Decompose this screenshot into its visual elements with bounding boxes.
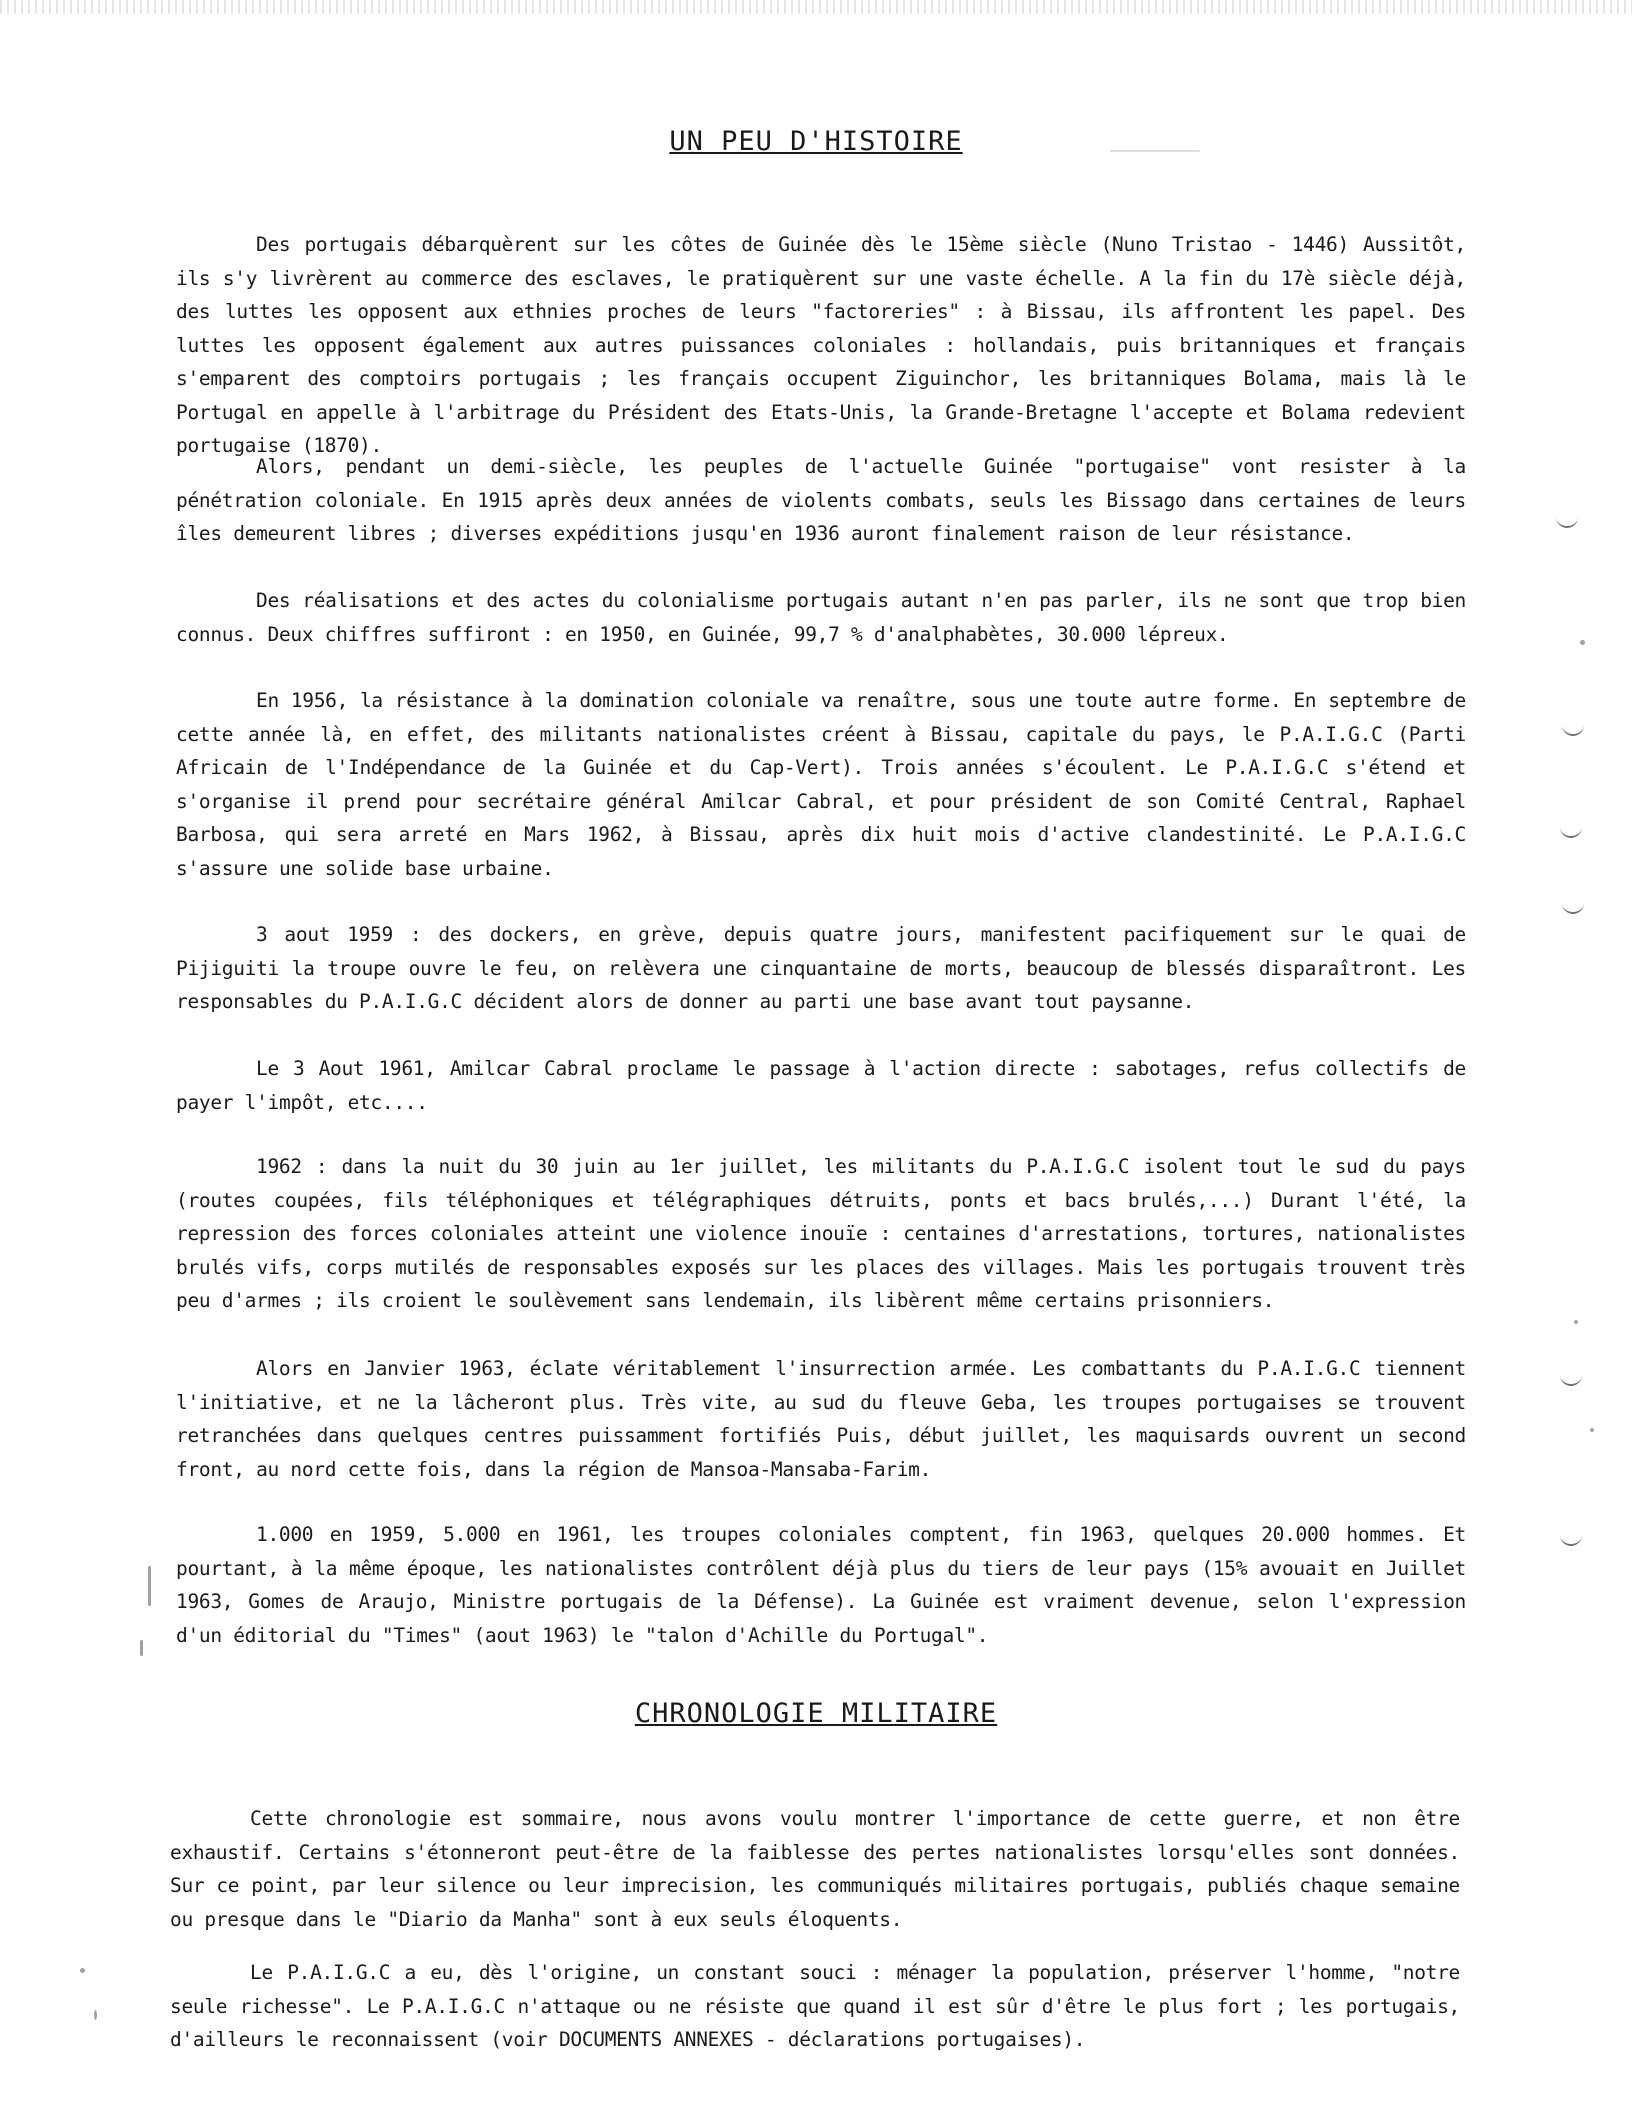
margin-mark	[1560, 1370, 1582, 1386]
scan-speck	[1590, 1428, 1594, 1432]
scan-speck	[80, 1968, 85, 1973]
margin-mark	[1556, 512, 1578, 528]
margin-mark	[1562, 720, 1584, 736]
paragraph-chronology-intro: Cette chronologie est sommaire, nous avons voulu montrer l'importance de cette guerre, et non être exhaustif. Certains s'étonneront peut-être de la faiblesse des pertes nationalistes lorsqu'elles sont données. Sur ce point, par leur silence ou leur imprecision, les communiqués militaires portugais, publiés chaque semaine ou presque dans le "Diario da Manha" sont à eux seuls éloquents.	[170, 1807, 1460, 1931]
scan-speck	[1110, 150, 1200, 152]
military-title: CHRONOLOGIE MILITAIRE	[634, 1698, 998, 1729]
paragraph-1962: 1962 : dans la nuit du 30 juin au 1er juillet, les militants du P.A.I.G.C isolent tout le sud du pays (routes coupées, fils téléphoniques et télégraphiques détruits, ponts et bacs brulés,...) Durant l'été, la repression des forces coloniales atteint une violence inouïe : centaines d'arrestations, tortures, nationalistes brulés vifs, corps mutilés de responsables exposés sur les places des villages. Mais les portugais trouvent très peu d'armes ; ils croient le soulèvement sans lendemain, ils libèrent même certains prisonniers.	[176, 1155, 1466, 1312]
paragraph-resistance: Alors, pendant un demi-siècle, les peuples de l'actuelle Guinée "portugaise" vont resister à la pénétration coloniale. En 1915 après deux années de violents combats, seuls les Bissago dans certaines de leurs îles demeurent libres ; diverses expéditions jusqu'en 1936 auront finalement raison de leur résistance.	[176, 455, 1466, 545]
scan-speck	[140, 1640, 143, 1656]
margin-mark	[1562, 898, 1584, 914]
margin-mark	[1560, 1530, 1582, 1546]
scan-noise-top	[0, 0, 1632, 14]
scan-speck	[1580, 640, 1585, 645]
paragraph-arrival: Des portugais débarquèrent sur les côtes de Guinée dès le 15ème siècle (Nuno Tristao - 1446) Aussitôt, ils s'y livrèrent au commerce des esclaves, le pratiquèrent sur une vaste échelle. A la fin du 17è siècle déjà, des luttes les opposent aux ethnies proches de leurs "factoreries" : à Bissau, ils affrontent les papel. Des luttes les opposent également aux autres puissances coloniales : hollandais, puis britanniques et français s'emparent des comptoirs portugais ; les français occupent Ziguinchor, les britanniques Bolama, mais là le Portugal en appelle à l'arbitrage du Président des Etats-Unis, la Grande-Bretagne l'accepte et Bolama redevient portugaise (1870).	[176, 233, 1466, 457]
paragraph-troops: 1.000 en 1959, 5.000 en 1961, les troupes coloniales comptent, fin 1963, quelques 20.000 hommes. Et pourtant, à la même époque, les nationalistes contrôlent déjà plus du tiers de leur pays (15% avouait en Juillet 1963, Gomes de Araujo, Ministre portugais de la Défense). La Guinée est vraiment devenue, selon l'expression d'un éditorial du "Times" (aout 1963) le "talon d'Achille du Portugal".	[176, 1523, 1466, 1647]
paragraph-insurrection: Alors en Janvier 1963, éclate véritablement l'insurrection armée. Les combattants du P.A.I.G.C tiennent l'initiative, et ne la lâcheront plus. Très vite, au sud du fleuve Geba, les troupes portugaises se trouvent retranchées dans quelques centres puissamment fortifiés Puis, début juillet, les maquisards ouvrent un second front, au nord cette fois, dans la région de Mansoa-Mansaba-Farim.	[176, 1357, 1466, 1481]
paragraph-paigc-founding: En 1956, la résistance à la domination coloniale va renaître, sous une toute autre forme. En septembre de cette année là, en effet, des militants nationalistes créent à Bissau, capitale du pays, le P.A.I.G.C (Parti Africain de l'Indépendance de la Guinée et du Cap-Vert). Trois années s'écoulent. Le P.A.I.G.C s'étend et s'organise il prend pour secrétaire général Amilcar Cabral, et pour président de son Comité Central, Raphael Barbosa, qui sera arreté en Mars 1962, à Bissau, après dix huit mois d'active clandestinité. Le P.A.I.G.C s'assure une solide base urbaine.	[176, 689, 1466, 880]
scan-speck	[148, 1566, 151, 1606]
scan-speck	[94, 2010, 97, 2020]
margin-mark	[1560, 822, 1582, 838]
paragraph-direct-action: Le 3 Aout 1961, Amilcar Cabral proclame le passage à l'action directe : sabotages, refus collectifs de payer l'impôt, etc....	[176, 1057, 1466, 1114]
history-title: UN PEU D'HISTOIRE	[669, 126, 963, 157]
paragraph-colonialism: Des réalisations et des actes du colonialisme portugais autant n'en pas parler, ils ne sont que trop bien connus. Deux chiffres suffiront : en 1950, en Guinée, 99,7 % d'analphabètes, 30.000 lépreux.	[176, 589, 1466, 646]
scan-speck	[1574, 1320, 1578, 1324]
paragraph-pijiguiti: 3 aout 1959 : des dockers, en grève, depuis quatre jours, manifestent pacifiquement sur le quai de Pijiguiti la troupe ouvre le feu, on relèvera une cinquantaine de morts, beaucoup de blessés disparaîtront. Les responsables du P.A.I.G.C décident alors de donner au parti une base avant tout paysanne.	[176, 923, 1466, 1013]
paragraph-paigc-policy: Le P.A.I.G.C a eu, dès l'origine, un constant souci : ménager la population, préserver l'homme, "notre seule richesse". Le P.A.I.G.C n'attaque ou ne résiste que quand il est sûr d'être le plus fort ; les portugais, d'ailleurs le reconnaissent (voir DOCUMENTS ANNEXES - déclarations portugaises).	[170, 1961, 1460, 2051]
